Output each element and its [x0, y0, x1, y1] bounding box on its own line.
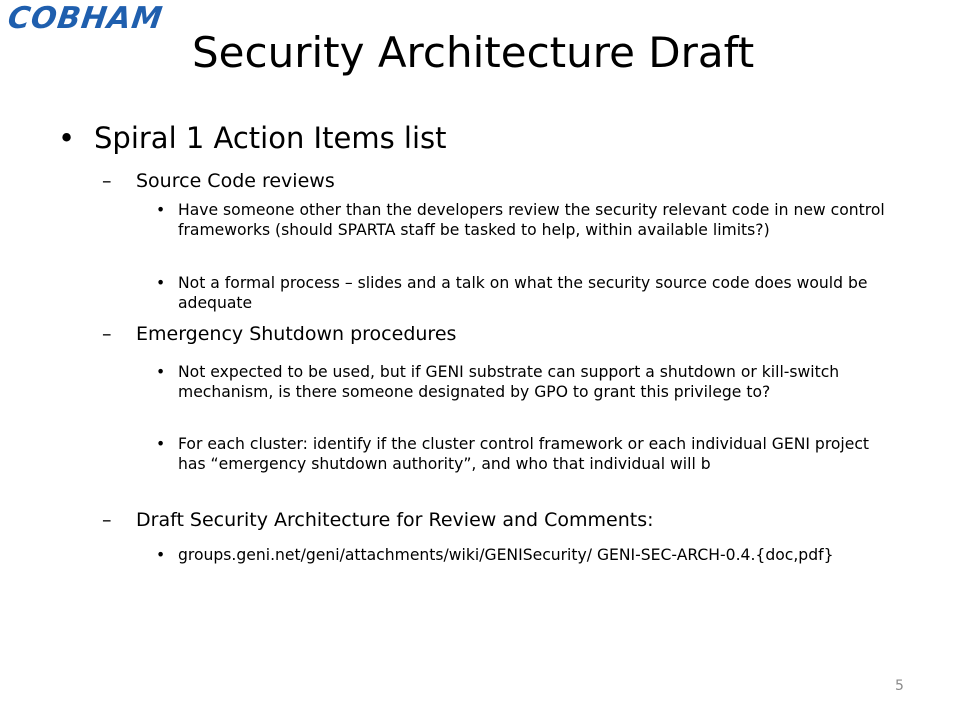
subbullet-draft-architecture: – Draft Security Architecture for Review and Comments:: [136, 509, 654, 532]
subbullet-emergency-shutdown: – Emergency Shutdown procedures: [136, 323, 456, 346]
slide-title: Security Architecture Draft: [192, 28, 755, 77]
item-review-security-code: • Have someone other than the developers review the security relevant code in new control frameworks (should SPARTA staff be tasked to help, within available limits?): [178, 200, 898, 240]
item-kill-switch: • Not expected to be used, but if GENI substrate can support a shutdown or kill-switch mechanism, is there someone designated by GPO to grant this privilege to?: [178, 362, 898, 402]
item-not-formal-process: • Not a formal process – slides and a talk on what the security source code does would be adequate: [178, 273, 898, 313]
subbullet-source-code-reviews: – Source Code reviews: [136, 170, 335, 193]
cobham-logo: COBHAM: [5, 1, 166, 36]
page-number: 5: [895, 678, 904, 694]
item-document-link: • groups.geni.net/geni/attachments/wiki/GENISecurity/ GENI-SEC-ARCH-0.4.{doc,pdf}: [178, 545, 898, 565]
item-cluster-authority: • For each cluster: identify if the cluster control framework or each individual GENI project has “emergency shutdown authority”, and who that individual will b: [178, 434, 898, 474]
bullet-action-items: • Spiral 1 Action Items list: [94, 122, 447, 155]
